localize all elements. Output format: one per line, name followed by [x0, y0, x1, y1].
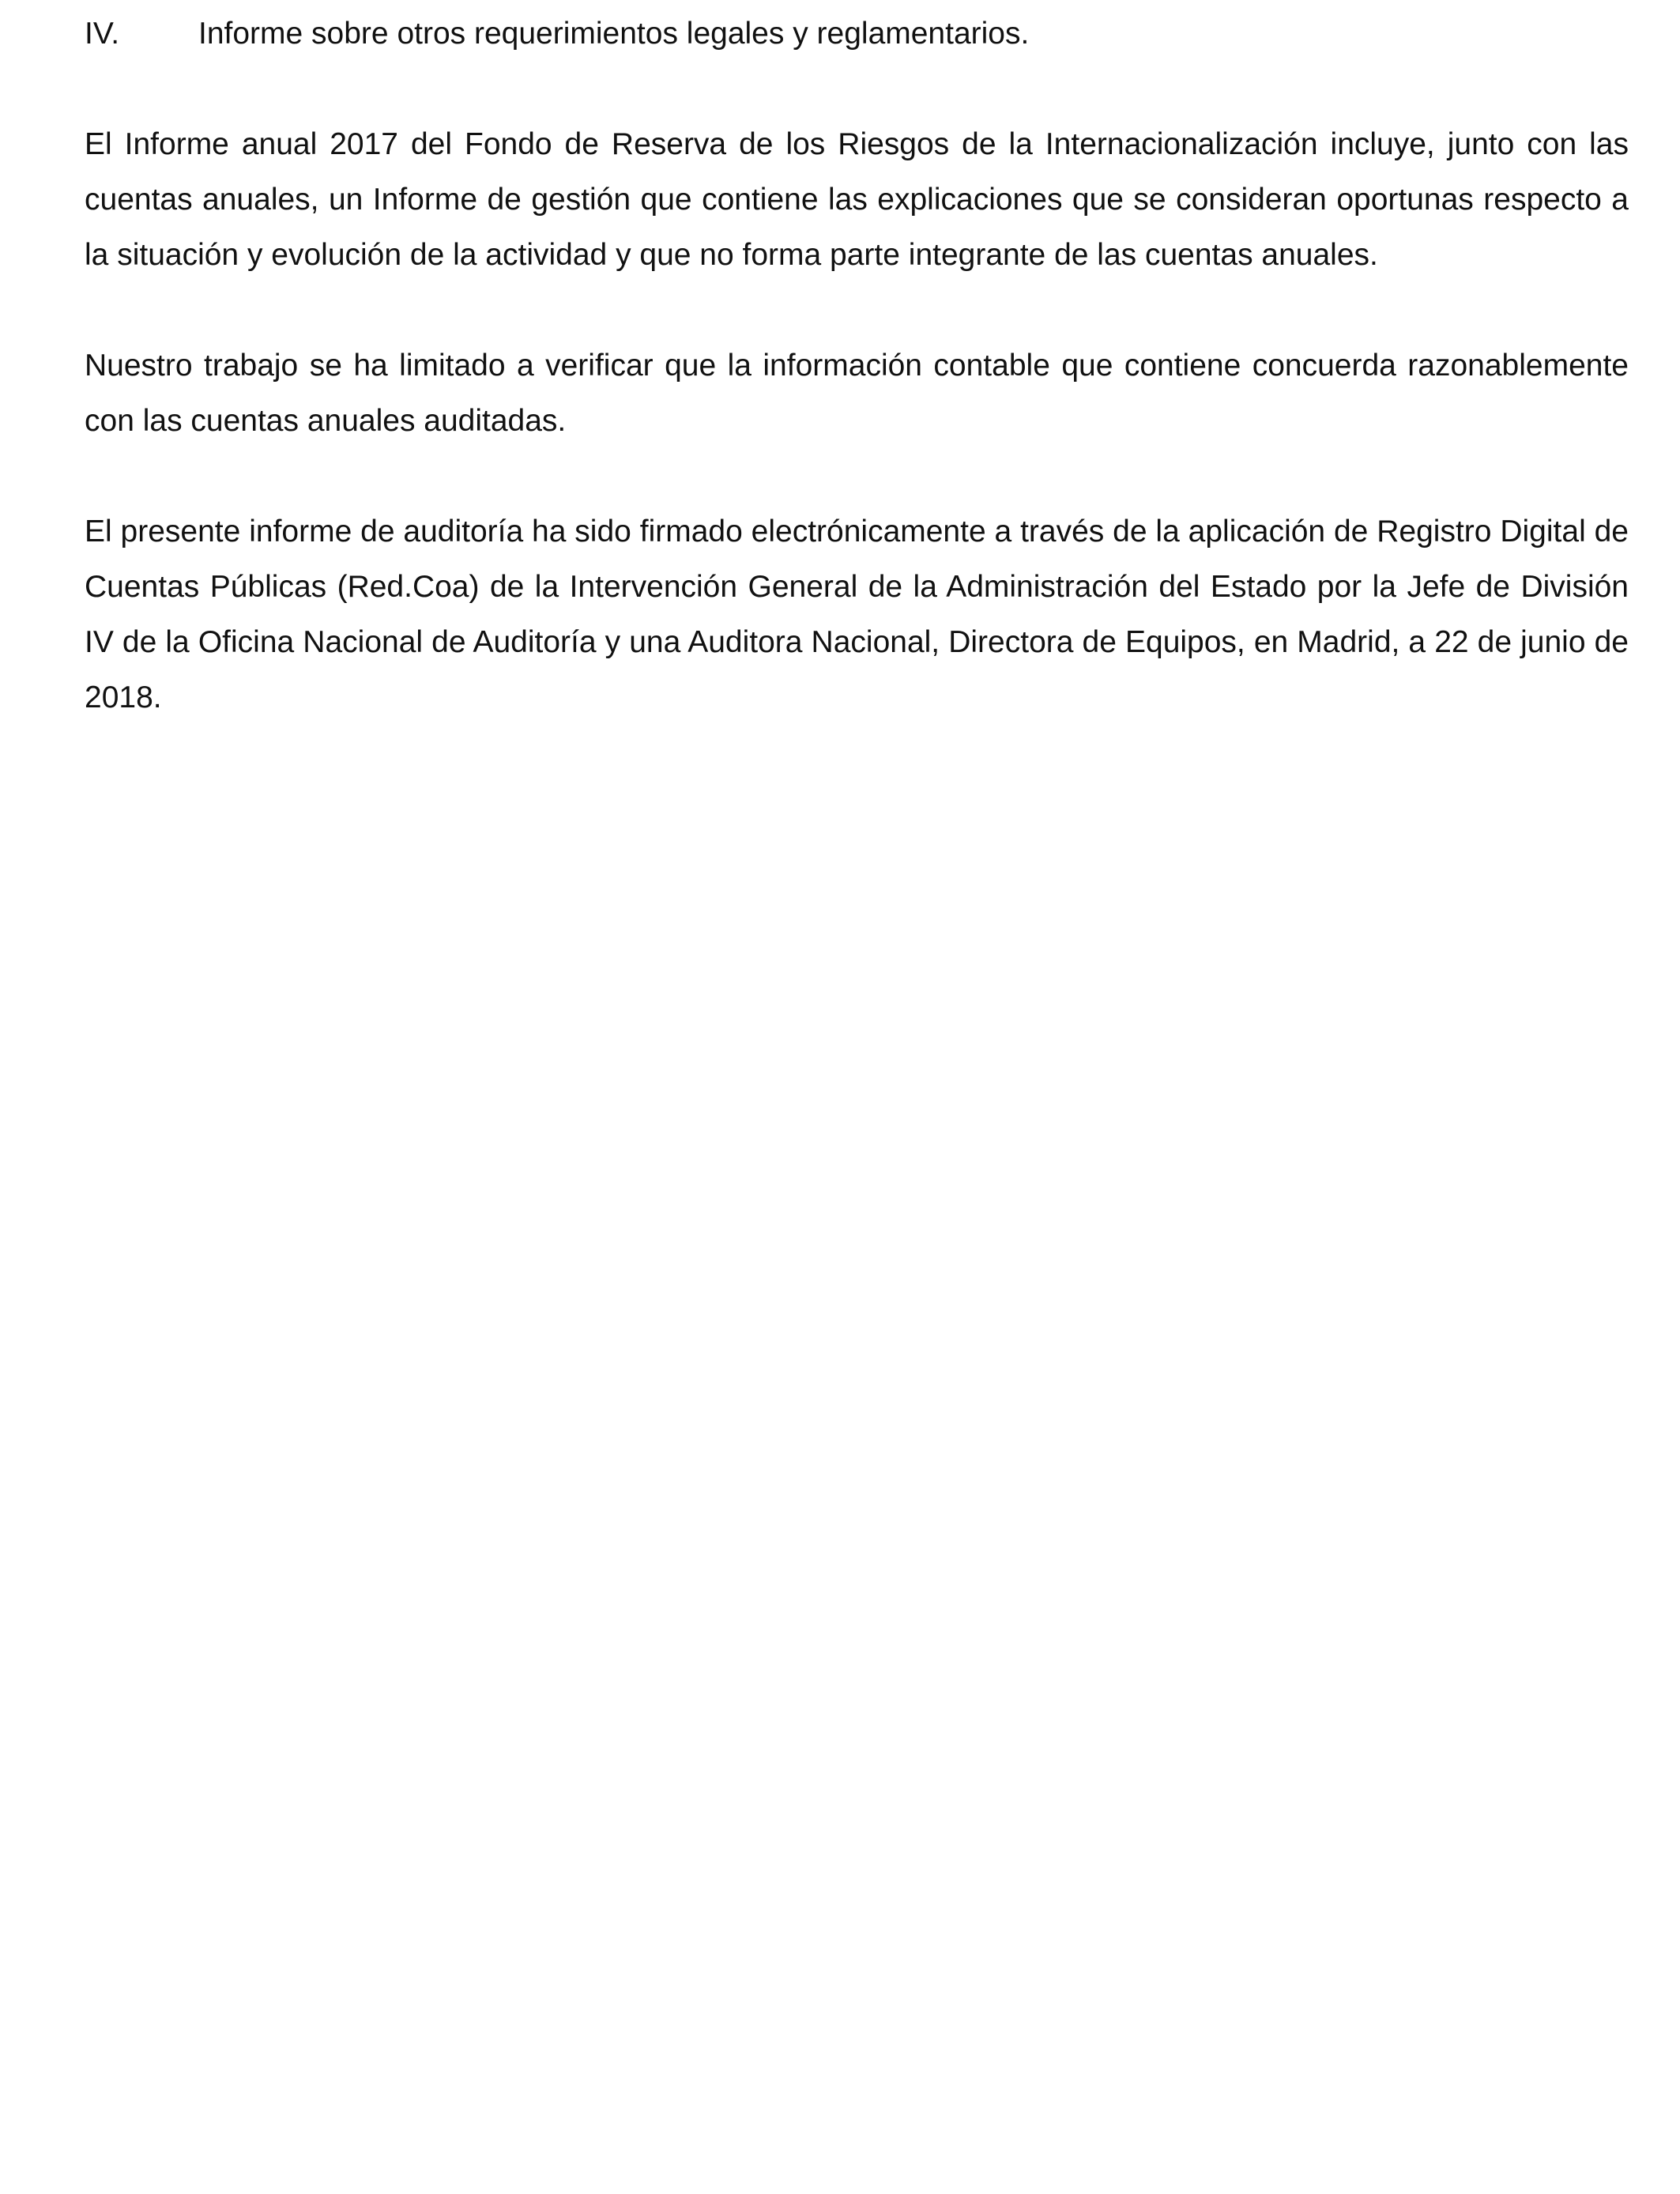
document-body [85, 6, 1629, 726]
paragraph-scope-of-work: Nuestro trabajo se ha limitado a verificar que la información contable que contiene concuerda razonablemente con las cuentas anuales auditadas. [85, 349, 1629, 438]
section-number: IV. [85, 17, 120, 51]
paragraph-electronic-signature: El presente informe de auditoría ha sido firmado electrónicamente a través de la aplicación de Registro Digital de Cuentas Públicas (Red.Coa) de la Intervención General de la Administración del Estado por la Jefe de División IV de la Oficina Nacional de Auditoría y una Auditora Nacional, Directora de Equipos, en Madrid, a 22 de junio de 2018. [85, 515, 1629, 714]
paragraph-management-report: El Informe anual 2017 del Fondo de Reserva de los Riesgos de la Internacionalización incluye, junto con las cuentas anuales, un Informe de gestión que contiene las explicaciones que se consideran oportunas respecto a la situación y evolución de la actividad y que no forma parte integrante de las cuentas anuales. [85, 127, 1629, 272]
section-title: Informe sobre otros requerimientos legales y reglamentarios. [198, 17, 1030, 51]
section-heading [85, 6, 1629, 62]
